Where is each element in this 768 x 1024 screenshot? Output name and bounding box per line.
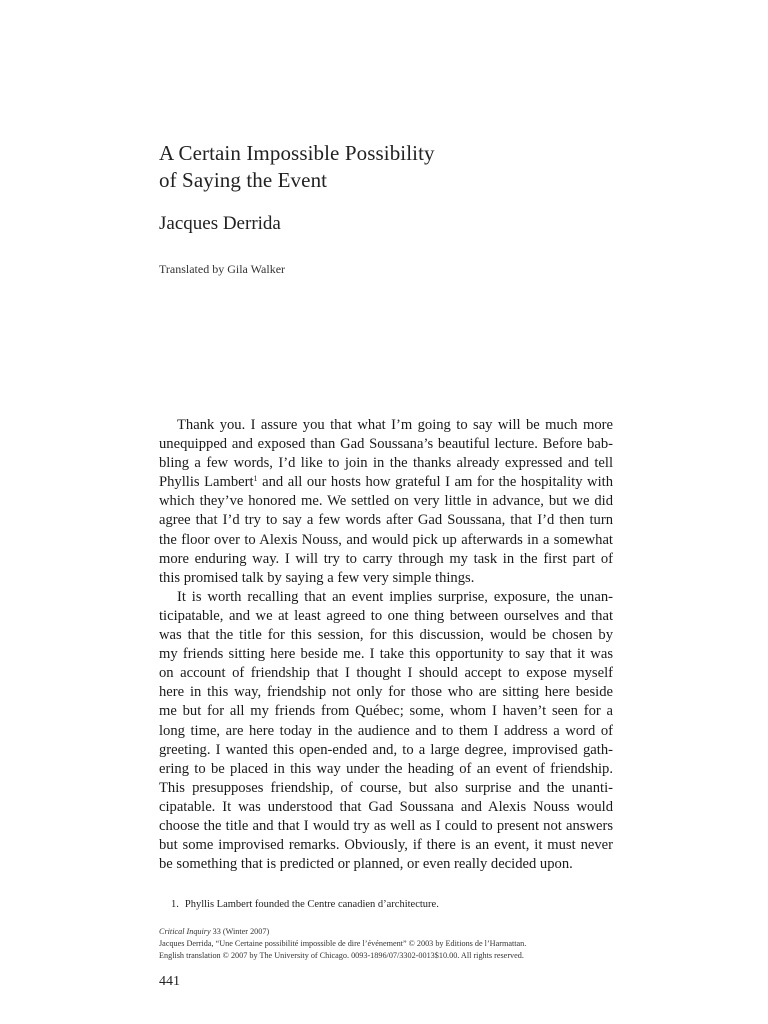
body-text xyxy=(159,416,613,874)
body-line: choose the title and that I would try as well as I could to present not answers xyxy=(159,817,613,834)
body-line-segment: and all our hosts how grateful I am for the hospitality with xyxy=(262,474,613,491)
body-line: It is worth recalling that an event implies surprise, exposure, the unan- xyxy=(177,588,613,605)
body-line: cipatable. It was understood that Gad Soussana and Alexis Nouss would xyxy=(159,798,613,815)
body-line: bling a few words, I’d like to join in the thanks already expressed and tell xyxy=(159,455,613,472)
body-line: Thank you. I assure you that what I’m going to say will be much more xyxy=(177,417,613,433)
translator-credit: Translated by Gila Walker xyxy=(159,262,286,276)
body-line: be something that is predicted or planned, or even really decided upon. xyxy=(159,856,573,873)
journal-issue: 33 (Winter 2007) xyxy=(210,927,270,936)
body-line: me but for all my friends from Québec; some, whom I haven’t seen for a xyxy=(159,703,613,720)
article-title xyxy=(159,140,619,194)
body-line: greeting. I wanted this open-ended and, to a large degree, improvised gath- xyxy=(159,741,613,758)
journal-name: Critical Inquiry xyxy=(159,927,211,936)
body-line: but some improvised remarks. Obviously, if there is an event, it must never xyxy=(159,837,613,854)
body-line: more enduring way. I will try to carry through my task in the first part of xyxy=(159,550,613,567)
body-line: This presupposes friendship, of course, but also surprise and the unanti- xyxy=(159,779,613,796)
body-line-with-footnote xyxy=(159,473,613,492)
body-line: ering to be placed in this way under the heading of an event of friendship. xyxy=(159,760,613,777)
footnote-marker: 1 xyxy=(253,474,258,484)
author-name: Jacques Derrida xyxy=(159,213,281,234)
page-number: 441 xyxy=(159,974,180,989)
body-line: which they’ve honored me. We settled on very little in advance, but we did xyxy=(159,493,613,510)
publication-info xyxy=(159,926,526,962)
body-line: ticipatable, and we at least agreed to one thing between ourselves and that xyxy=(159,607,613,624)
body-line-segment: Phyllis Lambert xyxy=(159,474,254,491)
pubinfo-line-1 xyxy=(159,926,526,938)
footnote-text: Phyllis Lambert founded the Centre canadien d’architecture. xyxy=(184,899,439,910)
title-line-2: of Saying the Event xyxy=(159,168,328,192)
pubinfo-line-3: English translation © 2007 by The University of Chicago. 0093-1896/07/3302-0013$10.00. All rights reserved. xyxy=(159,951,524,960)
body-line: on account of friendship that I thought I should accept to expose myself xyxy=(159,665,613,682)
body-line: agree that I’d try to say a few words after Gad Soussana, that I’d then turn xyxy=(159,512,613,529)
body-line: unequipped and exposed than Gad Soussana’s beautiful lecture. Before bab- xyxy=(159,436,613,453)
body-line: my friends sitting here beside me. I take this opportunity to say that it was xyxy=(159,646,613,663)
title-line-1: A Certain Impossible Possibility xyxy=(159,141,435,165)
footnote xyxy=(171,898,439,911)
body-line: long time, are here today in the audience and to them I address a word of xyxy=(159,722,613,739)
body-line: the floor over to Alexis Nouss, and would pick up afterwards in a somewhat xyxy=(159,531,613,548)
body-line: was that the title for this session, for this discussion, would be chosen by xyxy=(159,627,613,644)
pubinfo-line-2: Jacques Derrida, “Une Certaine possibilité impossible de dire l’événement” © 2003 by Editions de l’Harmattan. xyxy=(159,939,527,948)
body-line: here in this way, friendship not only for those who are sitting here beside xyxy=(159,684,613,701)
body-line: this promised talk by saying a few very simple things. xyxy=(159,569,475,586)
footnote-number: 1. xyxy=(171,899,179,910)
